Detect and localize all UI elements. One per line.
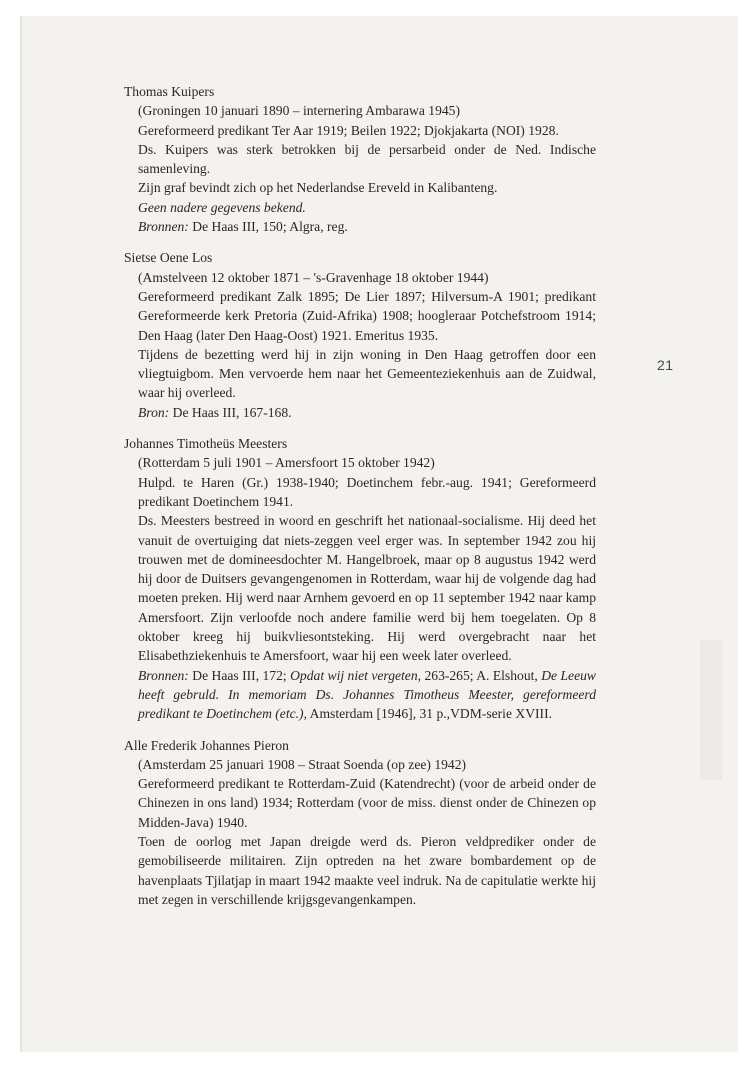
entry-name: Sietse Oene Los [124, 250, 213, 266]
entry-sources [124, 666, 596, 724]
entry-thomas-kuipers [124, 82, 596, 236]
entry-life-dates: (Groningen 10 januari 1890 – internering Ambarawa 1945) [138, 103, 461, 119]
entry-career: Gereformeerd predikant Zalk 1895; De Lier 1897; Hilversum-A 1901; predikant Gereformeerde kerk Pretoria (Zuid-Afrika) 1908; hoogleraar Potchefstroom 1914; Den Haag (later Den Haag-Oost) 1921. Emeritus 1935. [138, 288, 596, 343]
sources-text: Amsterdam [1946], 31 p.,VDM-serie XVIII. [309, 706, 553, 722]
sources-label: Bronnen: [138, 219, 189, 235]
sources-label: Bron: [138, 404, 170, 420]
entry-name: Thomas Kuipers [124, 84, 215, 99]
entry-johannes-meesters [124, 434, 596, 723]
entry-paragraph: Ds. Kuipers was sterk betrokken bij de persarbeid onder de Ned. Indische samenleving. [138, 141, 596, 177]
page-edge [20, 16, 22, 1052]
entry-paragraph: Tijdens de bezetting werd hij in zijn woning in Den Haag getroffen door een vliegtuigbom. Men vervoerde hem naar het Gemeenteziekenhuis aan de Zuidwal, waar hij overleed. [138, 346, 596, 401]
entry-alle-pieron [124, 736, 596, 910]
sources-text: De Haas III, 167-168. [172, 404, 292, 420]
entry-sources [124, 403, 596, 422]
sources-text: De Haas III, 150; Algra, reg. [192, 219, 348, 235]
entry-career: Gereformeerd predikant Ter Aar 1919; Beilen 1922; Djokjakarta (NOI) 1928. [138, 122, 559, 138]
entry-sources [124, 217, 596, 236]
page-number: 21 [657, 357, 674, 373]
sources-title: De Leeuw heeft gebruld. In memoriam Ds. Johannes Timotheus Meester, gereformeerd predikant te Doetinchem (etc.), [138, 667, 596, 722]
entry-name: Johannes Timotheüs Meesters [124, 436, 288, 452]
entry-paragraph: Zijn graf bevindt zich op het Nederlandse Ereveld in Kalibanteng. [138, 180, 498, 196]
entry-career: Gereformeerd predikant te Rotterdam-Zuid (Katendrecht) (voor de arbeid onder de Chinezen in ons land) 1934; Rotterdam (voor de miss. dienst onder de Chinezen op Midden-Java) 1940. [138, 776, 596, 830]
entry-life-dates: (Amstelveen 12 oktober 1871 – 's-Gravenhage 18 oktober 1944) [138, 269, 489, 285]
entry-sietse-oene-los [124, 248, 596, 422]
entry-name: Alle Frederik Johannes Pieron [124, 737, 289, 753]
entry-paragraph: Geen nadere gegevens bekend. [138, 199, 306, 215]
document-body [124, 82, 596, 921]
sources-title: Opdat wij niet vergeten, [290, 667, 422, 683]
entry-paragraph: Ds. Meesters bestreed in woord en geschrift het nationaal-socialisme. Hij deed het vanuit de overtuiging dat niets-zeggen veel erger was. In september 1942 zou hij trouwen met de domineesdochter M. Hangelbroek, maar op 8 augustus 1942 werd hij door de Duitsers gevangengenomen in Rotterdam, waar hij de volgende dag had moeten preken. Hij werd naar Arnhem gevoerd en op 11 september 1942 naar kamp Amersfoort. Zijn verloofde noch andere familie werd bij hem toegelaten. Op 8 oktober kreeg hij buikvliesontsteking. Hij werd overgebracht naar het Elisabethziekenhuis te Amersfoort, waar hij een week later overleed. [138, 513, 596, 664]
show-through-shadow [700, 640, 722, 780]
entry-paragraph: Toen de oorlog met Japan dreigde werd ds. Pieron veldprediker onder de gemobiliseerde militairen. Zijn optreden na het zware bombardement op de havenplaats Tjilatjap in maart 1942 maakte veel indruk. Na de capitulatie werkte hij met zegen in verschillende krijgsgevangenkampen. [138, 833, 596, 907]
sources-label: Bronnen: [138, 667, 189, 683]
entry-life-dates: (Amsterdam 25 januari 1908 – Straat Soenda (op zee) 1942) [138, 756, 467, 772]
sources-text: De Haas III, 172; [192, 667, 287, 683]
entry-career: Hulpd. te Haren (Gr.) 1938-1940; Doetinchem febr.-aug. 1941; Gereformeerd predikant Doetinchem 1941. [138, 474, 596, 509]
entry-life-dates: (Rotterdam 5 juli 1901 – Amersfoort 15 oktober 1942) [138, 455, 435, 471]
sources-text: 263-265; A. Elshout, [424, 667, 538, 683]
